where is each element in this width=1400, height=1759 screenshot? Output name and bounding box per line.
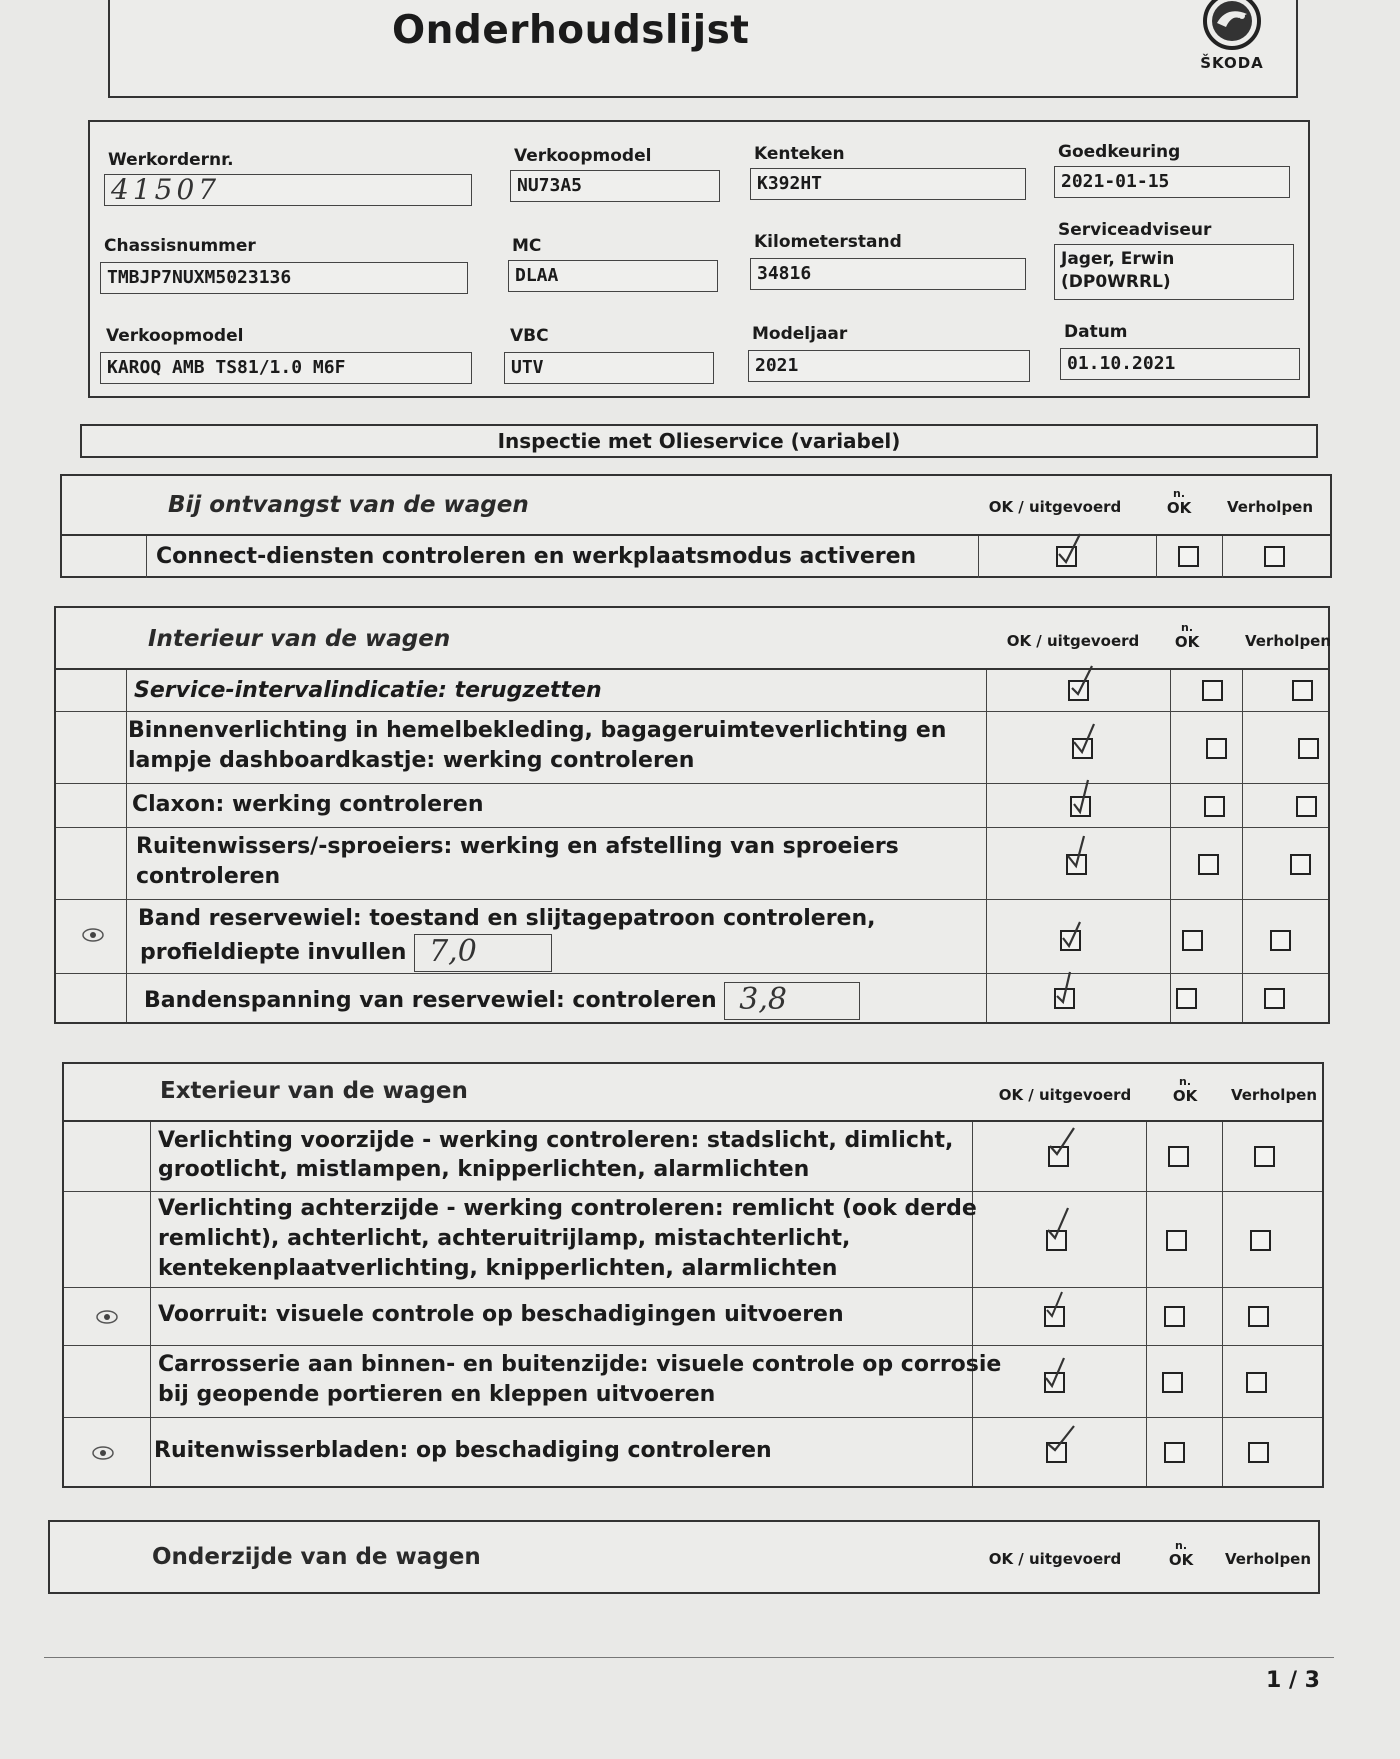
col-fixed-header: Verholpen <box>1224 1550 1312 1568</box>
checklist-row <box>56 712 1328 784</box>
checklist-row <box>56 784 1328 828</box>
service-type-bar: Inspectie met Olieservice (variabel) <box>80 424 1318 458</box>
checklist-row <box>56 974 1328 1024</box>
col-fixed-header: Verholpen <box>1244 632 1332 650</box>
nok-checkbox[interactable] <box>1198 854 1219 875</box>
col-ok-header: OK / uitgevoerd <box>988 1550 1122 1568</box>
fixed-checkbox[interactable] <box>1246 1372 1267 1393</box>
section-header <box>62 476 1330 536</box>
checklist-row <box>64 1346 1322 1418</box>
row-label: Verlichting voorzijde - werking controleren: stadslicht, dimlicht, <box>158 1128 954 1153</box>
chassis-field: TMBJP7NUXM5023136 <box>100 262 468 294</box>
col-nok-label: OK <box>1166 499 1192 517</box>
verkoopmodel-field: KAROQ AMB TS81/1.0 M6F <box>100 352 472 384</box>
col-nok-header <box>1162 1076 1208 1105</box>
row-label: Ruitenwissers/-sproeiers: werking en afstelling van sproeiers <box>136 834 899 859</box>
werkordernr-value: 41507 <box>111 173 221 206</box>
checklist-row <box>56 828 1328 900</box>
row-label: Band reservewiel: toestand en slijtagepatroon controleren, <box>138 906 876 931</box>
col-nok-label: OK <box>1172 1087 1198 1105</box>
nok-checkbox[interactable] <box>1162 1372 1183 1393</box>
nok-checkbox[interactable] <box>1168 1146 1189 1167</box>
datum-label: Datum <box>1064 322 1128 342</box>
check-mark-icon <box>1068 720 1102 764</box>
werkordernr-label: Werkordernr. <box>108 150 234 170</box>
col-fixed-header: Verholpen <box>1226 498 1314 516</box>
fixed-checkbox[interactable] <box>1264 988 1285 1009</box>
col-nok-label: OK <box>1168 1551 1194 1569</box>
brand-name: ŠKODA <box>1200 54 1264 72</box>
divider <box>978 536 979 578</box>
row-label-line2: controleren <box>136 864 281 889</box>
check-mark-icon <box>1066 778 1100 822</box>
skoda-logo-icon <box>1201 0 1263 50</box>
goedkeuring-label: Goedkeuring <box>1058 142 1181 162</box>
page-number: 1 / 3 <box>1266 1668 1320 1693</box>
section-title: Exterieur van de wagen <box>160 1078 468 1104</box>
order-info-box <box>88 120 1310 398</box>
serviceadviseur-code: (DP0WRRL) <box>1061 272 1171 292</box>
eye-icon <box>82 928 104 942</box>
checklist-row <box>64 1192 1322 1288</box>
profieldiepte-input[interactable]: 7,0 <box>414 934 552 972</box>
nok-checkbox[interactable] <box>1178 546 1199 567</box>
row-label: Ruitenwisserbladen: op beschadiging controleren <box>154 1438 772 1463</box>
serviceadviseur-name: Jager, Erwin <box>1061 249 1175 269</box>
verkoopmodel-code-label: Verkoopmodel <box>514 146 652 166</box>
fixed-checkbox[interactable] <box>1298 738 1319 759</box>
checklist-row <box>64 1288 1322 1346</box>
fixed-checkbox[interactable] <box>1290 854 1311 875</box>
fixed-checkbox[interactable] <box>1296 796 1317 817</box>
km-label: Kilometerstand <box>754 232 902 252</box>
fixed-checkbox[interactable] <box>1270 930 1291 951</box>
modeljaar-field: 2021 <box>748 350 1030 382</box>
check-mark-icon <box>1056 912 1090 956</box>
nok-checkbox[interactable] <box>1182 930 1203 951</box>
check-mark-icon <box>1050 970 1084 1014</box>
verkoopmodel-label: Verkoopmodel <box>106 326 244 346</box>
row-label: Voorruit: visuele controle op beschadigingen uitvoeren <box>158 1302 844 1327</box>
nok-checkbox[interactable] <box>1166 1230 1187 1251</box>
section-title: Interieur van de wagen <box>148 626 451 652</box>
goedkeuring-field: 2021-01-15 <box>1054 166 1290 198</box>
checklist-row <box>64 1418 1322 1486</box>
check-mark-icon <box>1042 1420 1076 1464</box>
row-label-line2 <box>140 934 552 972</box>
col-ok-header: OK / uitgevoerd <box>1006 632 1140 650</box>
row-label: Service-intervalindicatie: terugzetten <box>134 678 602 703</box>
fixed-checkbox[interactable] <box>1264 546 1285 567</box>
footer-divider <box>44 1657 1334 1658</box>
check-mark-icon <box>1042 1206 1076 1250</box>
check-mark-icon <box>1064 664 1098 708</box>
row-label: Carrosserie aan binnen- en buitenzijde: visuele controle op corrosie <box>158 1352 1002 1377</box>
nok-checkbox[interactable] <box>1176 988 1197 1009</box>
section-interieur <box>54 606 1330 1024</box>
fixed-checkbox[interactable] <box>1292 680 1313 701</box>
nok-checkbox[interactable] <box>1164 1442 1185 1463</box>
checklist-row <box>56 670 1328 712</box>
serviceadviseur-field <box>1054 244 1294 300</box>
fixed-checkbox[interactable] <box>1248 1306 1269 1327</box>
row-label-line2: grootlicht, mistlampen, knipperlichten, alarmlichten <box>158 1157 810 1182</box>
col-nok-header <box>1158 1540 1204 1569</box>
row-label-line2: bij geopende portieren en kleppen uitvoeren <box>158 1382 716 1407</box>
vbc-field: UTV <box>504 352 714 384</box>
nok-checkbox[interactable] <box>1202 680 1223 701</box>
row-label-line2: remlicht), achterlicht, achteruitrijlamp, mistachterlicht, <box>158 1226 851 1251</box>
row-label-line2: lampje dashboardkastje: werking controleren <box>128 748 695 773</box>
checklist-row <box>62 536 1330 578</box>
bandenspanning-input[interactable]: 3,8 <box>724 982 860 1020</box>
chassis-label: Chassisnummer <box>104 236 256 256</box>
col-fixed-header: Verholpen <box>1230 1086 1318 1104</box>
datum-field: 01.10.2021 <box>1060 348 1300 380</box>
col-nok-prefix: n. <box>1172 487 1185 500</box>
section-title: Bij ontvangst van de wagen <box>168 492 529 518</box>
werkordernr-field <box>104 174 472 206</box>
eye-icon <box>96 1310 118 1324</box>
divider <box>1222 536 1223 578</box>
verkoopmodel-code-field: NU73A5 <box>510 170 720 202</box>
section-header <box>56 608 1332 670</box>
km-field: 34816 <box>750 258 1026 290</box>
check-mark-icon <box>1052 532 1086 576</box>
col-nok-prefix: n. <box>1178 1075 1191 1088</box>
row-label-text: Bandenspanning van reservewiel: controleren <box>144 988 717 1013</box>
nok-checkbox[interactable] <box>1204 796 1225 817</box>
row-label <box>144 982 860 1020</box>
row-label: Binnenverlichting in hemelbekleding, bagageruimteverlichting en <box>128 718 947 743</box>
kenteken-label: Kenteken <box>754 144 845 164</box>
kenteken-field: K392HT <box>750 168 1026 200</box>
check-mark-icon <box>1062 834 1096 878</box>
section-title: Onderzijde van de wagen <box>152 1544 481 1570</box>
check-mark-icon <box>1044 1124 1078 1168</box>
divider <box>146 536 147 578</box>
col-nok-label: OK <box>1174 633 1200 651</box>
check-mark-icon <box>1040 1288 1074 1332</box>
fixed-checkbox[interactable] <box>1248 1442 1269 1463</box>
vbc-label: VBC <box>510 326 549 346</box>
serviceadviseur-label: Serviceadviseur <box>1058 220 1212 240</box>
col-nok-prefix: n. <box>1174 1539 1187 1552</box>
fixed-checkbox[interactable] <box>1250 1230 1271 1251</box>
section-header <box>64 1064 1322 1122</box>
divider <box>1156 536 1157 578</box>
modeljaar-label: Modeljaar <box>752 324 848 344</box>
fixed-checkbox[interactable] <box>1254 1146 1275 1167</box>
row-label: Verlichting achterzijde - werking controleren: remlicht (ook derde <box>158 1196 977 1221</box>
col-ok-header: OK / uitgevoerd <box>998 1086 1132 1104</box>
check-mark-icon <box>1040 1354 1074 1398</box>
col-ok-header: OK / uitgevoerd <box>988 498 1122 516</box>
checklist-row <box>56 900 1328 974</box>
col-nok-header <box>1156 488 1202 517</box>
col-nok-header <box>1164 622 1210 651</box>
checklist-row <box>64 1122 1322 1192</box>
col-nok-prefix: n. <box>1180 621 1193 634</box>
mc-label: MC <box>512 236 542 256</box>
row-label-text: profieldiepte invullen <box>140 940 407 965</box>
eye-icon <box>92 1446 114 1460</box>
nok-checkbox[interactable] <box>1206 738 1227 759</box>
row-label: Claxon: werking controleren <box>132 792 484 817</box>
brand-logo <box>1192 0 1272 82</box>
header <box>108 0 1298 98</box>
row-label-line3: kentekenplaatverlichting, knipperlichten, alarmlichten <box>158 1256 838 1281</box>
row-label: Connect-diensten controleren en werkplaatsmodus activeren <box>156 544 917 569</box>
section-bij-ontvangst <box>60 474 1332 578</box>
nok-checkbox[interactable] <box>1164 1306 1185 1327</box>
section-exterieur <box>62 1062 1324 1488</box>
mc-field: DLAA <box>508 260 718 292</box>
page-title: Onderhoudslijst <box>392 8 750 53</box>
section-onderzijde <box>48 1520 1320 1594</box>
